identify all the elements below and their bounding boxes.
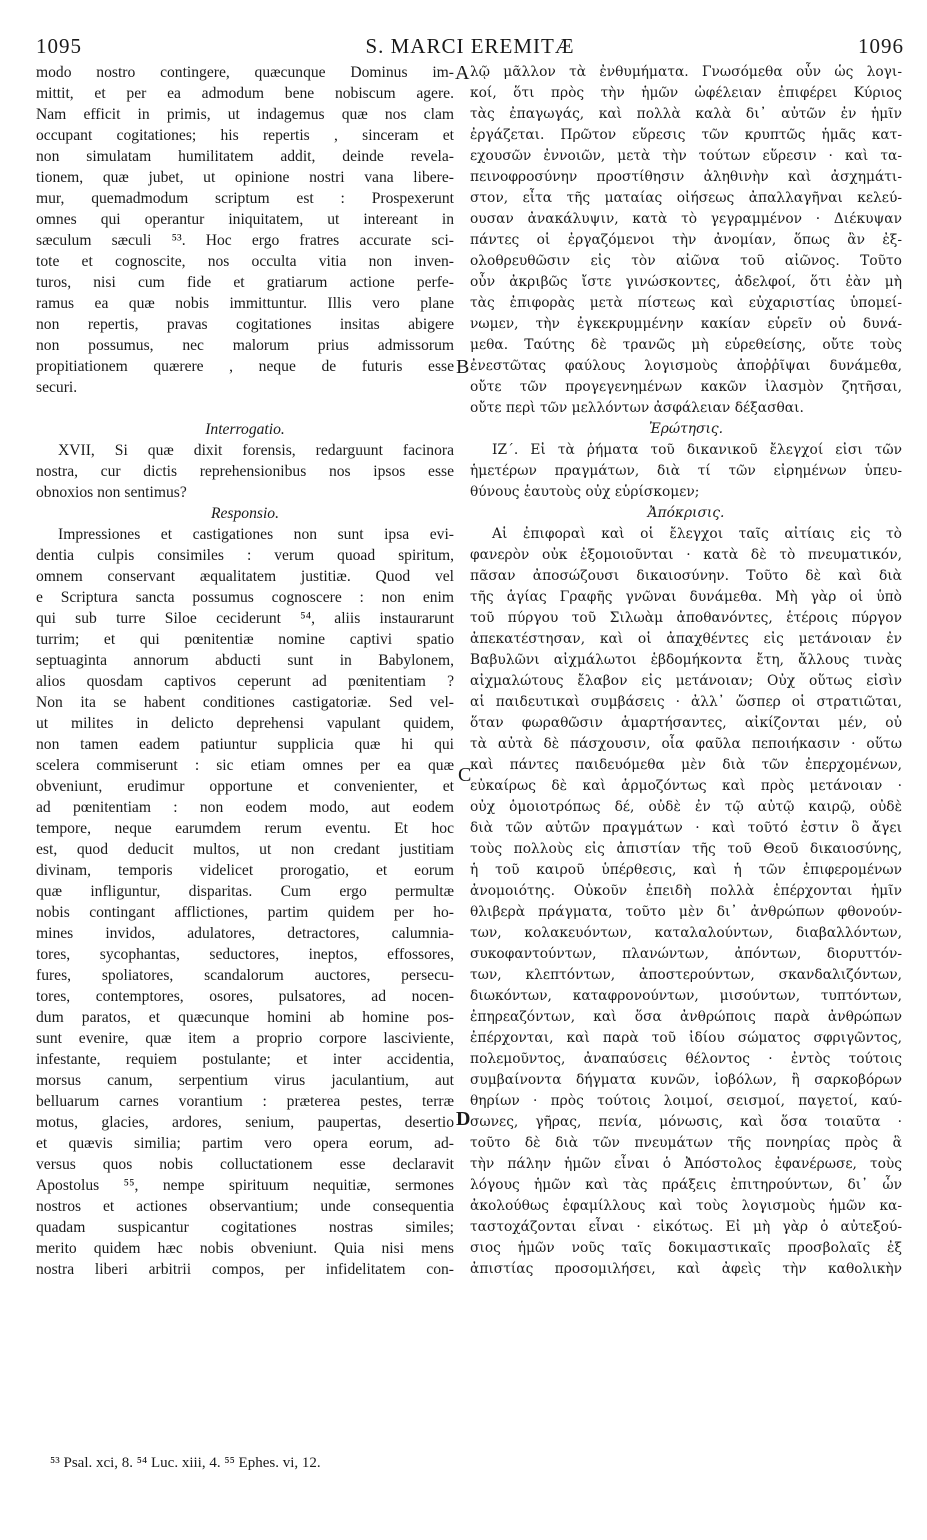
latin-line: non possumus, nec malorum prius admissorum — [36, 337, 454, 354]
latin-line: non simulatam humilitatem addit, deinde revela- — [36, 148, 454, 165]
greek-question-line: θύνους ἑαυτοὺς οὐχ εὑρίσκομεν; — [470, 484, 700, 500]
greek-line: ἐργάζεται. Πρῶτον εὕρεσις τῶν κρυπτῶς ἡμᾶς κατ- — [470, 127, 902, 143]
greek-line: ἐνεστῶτας φαύλους λογισμοὺς ἀποῤῥῖψαι δυνάμεθα, — [470, 358, 902, 374]
greek-question-line: ἡμετέρων πραγμάτων, διὰ τί τῶν εἰρημένων ὑπευ- — [470, 463, 902, 479]
latin-body — [36, 62, 454, 398]
greek-response-line: καὶ πάντες παιδευόμεθα μὲν διὰ τῶν ἐπερχομένων, — [470, 757, 902, 773]
greek-line: στον, εἶτα τῆς ματαίας οἰήσεως ἀπαλλαγῆναι κελεύ- — [470, 190, 902, 206]
latin-response-line: Apostolus ⁵⁵, nempe spirituum nequitiæ, sermones — [36, 1177, 454, 1194]
greek-line: μεθα. Ταύτης δὲ τρανῶς μὴ εὑρεθείσης, οὔτε τοὺς — [470, 337, 902, 353]
latin-response-line: motus, glacies, ardores, senium, paupertas, desertio — [36, 1114, 454, 1131]
greek-response-line: σιος ἡμῶν νοῦς ταῖς δοκιμαστικαῖς προσβολαῖς ἐξ — [470, 1240, 902, 1256]
greek-response-line: ἀνομοιότης. Οὐκοῦν ἐπειδὴ πολλὰ ἐπέρχονται ἡμῖν — [470, 883, 902, 899]
greek-response-line: τὴν πάλην ἡμῶν εἶναι ὁ Ἀπόστολος ἐφανέρωσε, τοὺς — [470, 1156, 902, 1172]
greek-line: τὰς ἐπαγωγάς, καὶ πολλὰ καλὰ δι᾽ αὐτῶν ἐν ἡμῖν — [470, 106, 902, 122]
greek-response-line: ἐπέρχονται, καὶ παρὰ τοῦ ἰδίου σώματος σφριγῶντος, — [470, 1030, 902, 1046]
greek-response-line: πᾶσαν ἀποσώζουσι δικαιοσύνην. Τοῦτο δὲ καὶ διὰ — [470, 568, 902, 584]
greek-response — [470, 524, 902, 1280]
greek-column — [470, 62, 902, 1280]
margin-letter-d: D — [456, 1108, 471, 1130]
latin-line: mittit, et per ea admodum bene nobiscum agere. — [36, 85, 454, 102]
greek-line: νωμεν, τὴν ἐγκεκρυμμένην κακίαν εὑρεῖν οὐ δυνά- — [470, 316, 902, 332]
latin-response-line: fures, spoliatores, scandalorum auctores, persecu- — [36, 967, 454, 984]
greek-line: οὖν ἀκριβῶς ἴστε γινώσκοντες, ἀδελφοί, ὅτι ἐὰν μὴ — [470, 274, 902, 290]
greek-response-line: ἀκολούθως ἐφαμίλλους καὶ τοὺς λογισμοὺς ἡμῶν κα- — [470, 1198, 902, 1214]
latin-line: tote et cognoscite, nos occulta vitia non inven- — [36, 253, 454, 270]
latin-response-line: tores, sycophantas, seductores, ineptos, effossores, — [36, 946, 454, 963]
greek-response-line: συκοφαντούντων, πλανώντων, ἀπόντων, διορυττόν- — [470, 946, 902, 962]
latin-line: omnes qui operantur iniquitatem, ut intereant in — [36, 211, 454, 228]
latin-response-line: merito quidem hæc nobis obveniunt. Quia nisi mens — [36, 1240, 454, 1257]
greek-line: εχουσῶν ἐννοιῶν, μετὰ τὴν τούτων εὕρεσιν · καὶ τα- — [470, 148, 902, 164]
greek-response-line: αἰχμαλώτους ἔλαβον εἰς μετάνοιαν; Οὐχ οὕτως εἰσὶν — [470, 673, 902, 689]
greek-response-line: των, κολακευόντων, καταλαλούντων, διαβαλλόντων, — [470, 925, 902, 941]
heading-apokrisis: Ἀπόκρισις. — [647, 505, 725, 521]
latin-line: occupant cogitationes; his repertis , sinceram et — [36, 127, 454, 144]
latin-response-line: non tamen eadem patiuntur supplicia quæ hi qui — [36, 736, 454, 753]
greek-response-line: φανερὸν οὐκ ἐξομοιοῦνται · κατὰ δὲ τὸ πνευματικόν, — [470, 547, 902, 563]
latin-response-line: est, quod deducit multos, ut non credant justitiam — [36, 841, 454, 858]
greek-response-line: σωνες, γῆρας, πενία, μόνωσις, καὶ ὅσα τοιαῦτα · — [470, 1114, 902, 1130]
greek-response-line: Αἱ ἐπιφοραὶ καὶ οἱ ἔλεγχοι ταῖς αἰτίαις εἰς τὸ — [492, 526, 902, 542]
greek-response-line: λόγους ἡμῶν καὶ τὰς πράξεις ἐπιτηρούντων, δι᾽ ὧν — [470, 1177, 902, 1193]
latin-response-line: nostra liberi arbitrii compos, per infidelitatem con- — [36, 1261, 454, 1278]
latin-response-line: mines invidos, adulatores, detractores, calumnia- — [36, 925, 454, 942]
latin-response-line: belluarum carnes vorantium : præterea pestes, terræ — [36, 1093, 454, 1110]
latin-line: modo nostro contingere, quæcunque Dominus im- — [36, 64, 454, 81]
greek-response-line: συμβαίνοντα δήγματα κυνῶν, ἰοβόλων, ἢ σαρκοβόρων — [470, 1072, 902, 1088]
latin-response-line: e Scriptura sancta possumus cognoscere : non enim — [36, 589, 454, 606]
greek-response-line: διὰ τῶν αὐτῶν πραγμάτων · καὶ τοῦτό ἐστιν ὃ ἄγει — [470, 820, 902, 836]
latin-response-line: omnem conservant æqualitatem justitiæ. Quod vel — [36, 568, 454, 585]
latin-response-line: ad pœnitentiam : non eodem modo, aut eodem — [36, 799, 454, 816]
latin-response — [36, 524, 454, 1280]
latin-line: ramus ea quæ nobis immittuntur. Illis vero plane — [36, 295, 454, 312]
latin-response-line: divinam, temporis videlicet prorogatio, et eorum — [36, 862, 454, 879]
greek-response-line: τοὺς πολλοὺς εἰς ἀπιστίαν τῆς τοῦ Θεοῦ δικαιοσύνης, — [470, 841, 902, 857]
latin-response-line: scelera commiserunt : sic etiam omnes per ea quæ — [36, 757, 454, 774]
latin-column — [36, 62, 454, 1280]
greek-response-line: ἡ τοῦ καιροῦ ὑπέρθεσις, καὶ ἡ τῶν ἐπιφερομένων — [470, 862, 902, 878]
greek-question-line: ΙΖ΄. Εἰ τὰ ῥήματα τοῦ δικανικοῦ ἔλεγχοί εἰσι τῶν — [492, 442, 902, 458]
latin-response-line: et quævis similia; partim vero opera eorum, ad- — [36, 1135, 454, 1152]
latin-line: securi. — [36, 379, 78, 396]
greek-line: ουσαν ἀνακάλυψιν, κατὰ τὸ γεγραμμένον · Διέκυψαν — [470, 211, 902, 227]
latin-question-line: XVII, Si quæ dixit forensis, redarguunt facinora — [58, 442, 454, 459]
latin-response-line: nostros et actiones observantium; unde consequentia — [36, 1198, 454, 1215]
heading-interrogatio: Interrogatio. — [205, 421, 285, 438]
latin-response-line: quadam suspicantur cogitationes nostras similes; — [36, 1219, 454, 1236]
latin-line: mur, quemadmodum scriptum est : Prospexerunt — [36, 190, 454, 207]
latin-question — [36, 440, 454, 503]
latin-line: propitiationem quærere , neque de futuris esse — [36, 358, 454, 375]
greek-line: οὔτε περὶ τῶν μελλόντων ἀσφάλειαν δέξασθαι. — [470, 400, 804, 416]
greek-response-line: τοῦ πύργου τοῦ Σιλωὰμ ἀποθανόντες, ἑτέροις πύργον — [470, 610, 902, 626]
greek-line: κοί, ὅτι πρὸς τὴν ἡμῶν ὠφέλειαν ἐπιφέρει Κύριος — [470, 85, 902, 101]
greek-response-line: ἀπιστίας προσομιλήσει, καὶ ἀφεὶς τὴν καθολικὴν — [470, 1261, 902, 1277]
latin-response-line: Non ita se habent conditiones castigatoriæ. Sed vel- — [36, 694, 454, 711]
latin-response-line: morsus canum, serpentium virus jaculantium, aut — [36, 1072, 454, 1089]
spacer — [36, 398, 454, 419]
greek-line: οὔτε τῶν προγεγενημένων κακῶν ἱλασμὸν ζητῆσαι, — [470, 379, 902, 395]
latin-response-line: qui sub turre Siloe ceciderunt ⁵⁴, aliis instaurarunt — [36, 610, 454, 627]
latin-response-line: dum paratos, et quæcunque homini ab homine pos- — [36, 1009, 454, 1026]
greek-response-line: οὐχ ὁμοιοτρόπως δέ, οὐδὲ ἐν τῷ αὐτῷ καιρῷ, οὐδὲ — [470, 799, 902, 815]
latin-response-line: versus quos nobis colluctationem esse declaravit — [36, 1156, 454, 1173]
greek-response-line: τοῦτο δὲ διὰ τῶν πνευμάτων τῆς πονηρίας πρὸς ἃ — [470, 1135, 902, 1151]
greek-response-line: των, κλεπτόντων, ἀποστερούντων, σκανδαλιζόντων, — [470, 967, 902, 983]
latin-response-line: ut milites in delicto deprehensi vapulant quidem, — [36, 715, 454, 732]
latin-line: Nam efficit in primis, ut indagemus quæ nos clam — [36, 106, 454, 123]
greek-response-line: πολεμοῦντος, ἀναπαύσεις θέλοντος · ἐντὸς τούτοις — [470, 1051, 902, 1067]
latin-response-line: tempore, neque earumdem rerum eventu. Et hoc — [36, 820, 454, 837]
page-number-right: 1096 — [858, 34, 904, 58]
margin-letter-c: C — [458, 764, 472, 786]
latin-response-line: turrim; et qui pœnitentiæ nomine captivi spatio — [36, 631, 454, 648]
page-number-left: 1095 — [36, 34, 82, 58]
latin-response-line: dentia culpis consimiles : verum quoad spiritum, — [36, 547, 454, 564]
greek-response-line: Βαβυλῶνι αἰχμάλωτοι ἑβδομήκοντα ἔτη, ἄλλους τινὰς — [470, 652, 902, 668]
latin-line: non repertis, pravas cogitationes insitas abigere — [36, 316, 454, 333]
margin-letter-b: B — [456, 356, 470, 378]
latin-response-line: Impressiones et castigationes non sunt ipsa evi- — [58, 526, 454, 543]
latin-response-line: tores, contemptores, osores, pulsatores, ad nocen- — [36, 988, 454, 1005]
greek-response-line: ἐπηρεαζόντων, καὶ ὅσα ἀνθρώποις παρὰ ἀνθρώπων — [470, 1009, 902, 1025]
latin-line: sæculum sæculi ⁵³. Hoc ergo fratres accurate sci- — [36, 232, 454, 249]
greek-response-line: θηρίων · πρὸς τούτοις λοιμοί, σεισμοί, παγετοί, καύ- — [470, 1093, 902, 1109]
greek-line: ολοθρευθῶσιν εἰς τὸν αἰῶνα τοῦ αἰῶνος. Τοῦτο — [470, 253, 902, 269]
greek-response-line: τῆς ἁγίας Γραφῆς γνῶναι δυνάμεθα. Μὴ γὰρ οἱ ὑπὸ — [470, 589, 902, 605]
heading-responsio: Responsio. — [210, 505, 279, 522]
greek-line: πάντες οἱ ἐργαζόμενοι τὴν ἀνομίαν, ὅπως ἂν ἐξ- — [470, 232, 902, 248]
footnotes: ⁵³ Psal. xci, 8. ⁵⁴ Luc. xiii, 4. ⁵⁵ Ephes. vi, 12. — [50, 1455, 321, 1471]
greek-line: πεινοφροσύνην προστίθησιν ἀληθινὴν καὶ ἀσχημάτι- — [470, 169, 902, 185]
latin-response-line: nobis contingant afflictiones, partim quidem per ho- — [36, 904, 454, 921]
running-title: S. MARCI EREMITÆ — [365, 34, 575, 58]
greek-response-line: ὅταν φωραθῶσιν ἁμαρτήσαντες, αἰκίζονται μέν, οὐ — [470, 715, 902, 731]
greek-response-line: ἀπεκατέστησαν, καὶ οἱ ἀπαχθέντες εἰς μετάνοιαν ἐν — [470, 631, 902, 647]
latin-response-line: sunt evenire, quæ item a proprio corpore lasciviente, — [36, 1030, 454, 1047]
latin-line: turos, nisi cum fide et gratiarum actione perfe- — [36, 274, 454, 291]
latin-response-line: infestante, requiem postulante; et inter accidentia, — [36, 1051, 454, 1068]
greek-response-line: εὐκαίρως δὲ καὶ ἁρμοζόντως καὶ πρὸς μετάνοιαν · — [470, 778, 902, 794]
latin-response-line: quæ infliguntur, disparitas. Cum ergo permultæ — [36, 883, 454, 900]
greek-line: λῷ μᾶλλον τὰ ἐνθυμήματα. Γνωσόμεθα οὖν ὡς λογι- — [470, 64, 902, 80]
latin-line: tionem, quæ jubet, ut opinione nostri vana libere- — [36, 169, 454, 186]
page-header — [36, 34, 904, 60]
greek-question — [470, 440, 902, 503]
greek-line: τὰς ἐπιφορὰς μετὰ πίστεως καὶ εὐχαριστίας ὑπομεί- — [470, 295, 902, 311]
greek-body — [470, 62, 902, 419]
latin-response-line: obveniunt, erudimur opportune et convenienter, et — [36, 778, 454, 795]
latin-response-line: alios quosdam captivos ceperunt ad pœnitentiam ? — [36, 673, 454, 690]
latin-response-line: septuaginta annorum abducti sunt in Babylonem, — [36, 652, 454, 669]
margin-letter-a: A — [455, 62, 470, 84]
greek-response-line: τὰ αὐτὰ δὲ πάσχουσιν, οἷα φαῦλα πεποιήκασιν · οὕτω — [470, 736, 902, 752]
heading-erotesis: Ἐρώτησις. — [649, 421, 723, 437]
latin-question-line: obnoxios non sentimus? — [36, 484, 187, 501]
greek-response-line: ταστοχάζονται εἶναι · εἰκότως. Εἰ μὴ γὰρ ὁ αὐτεξού- — [470, 1219, 902, 1235]
greek-response-line: αἱ παιδευτικαὶ συμβάσεις · ἀλλ᾽ ὥσπερ οἱ στρατιῶται, — [470, 694, 902, 710]
latin-question-line: nostra, cur dictis reprehensionibus nos ipsos esse — [36, 463, 454, 480]
greek-response-line: θλιβερὰ πράγματα, τοῦτο μὲν δι᾽ ἀνθρώπων φθονούν- — [470, 904, 902, 920]
greek-response-line: διωκόντων, καταφρονούντων, μισούντων, τυπτόντων, — [470, 988, 902, 1004]
